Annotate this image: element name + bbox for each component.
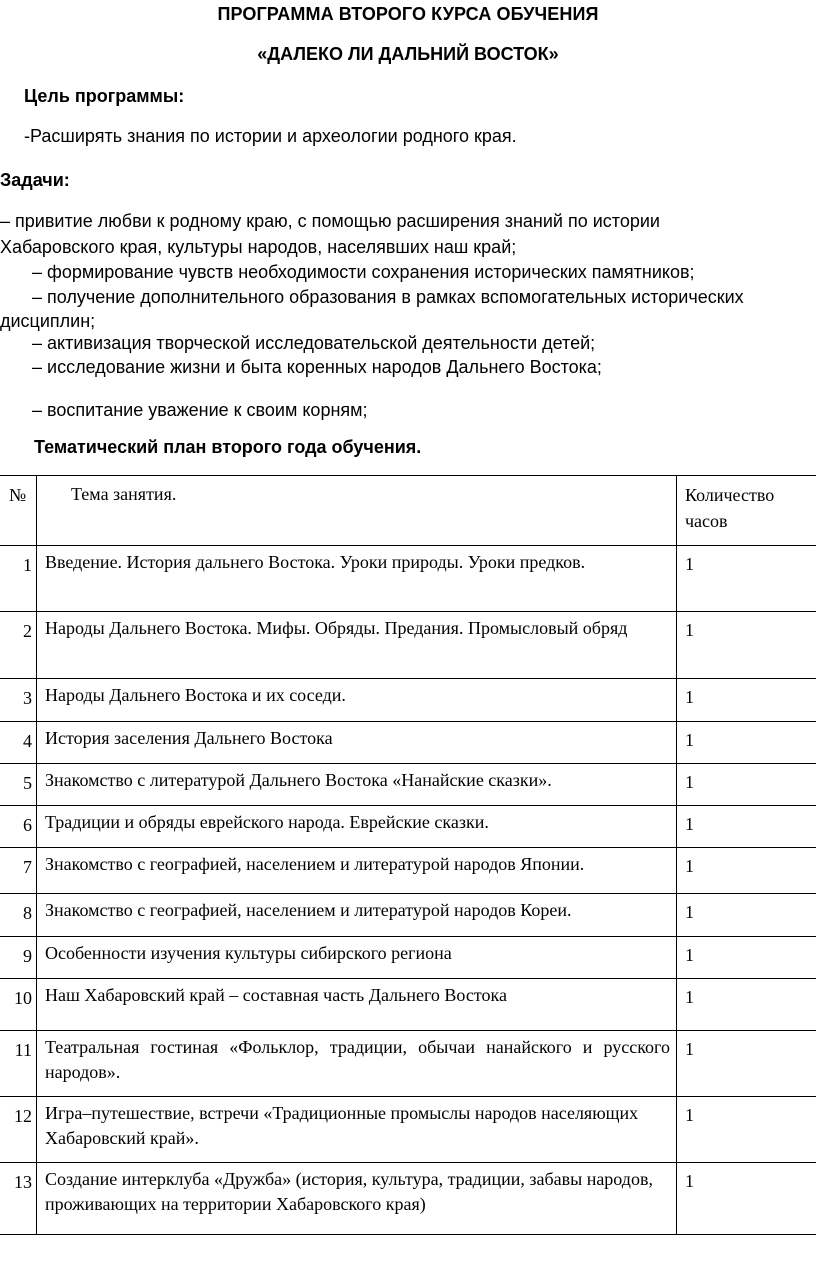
- tasks-heading: Задачи:: [0, 170, 70, 190]
- row-hours-cell: [677, 764, 816, 806]
- row-number: 9: [23, 946, 32, 966]
- column-header-num-label: №: [9, 485, 27, 505]
- table-row: [0, 764, 816, 806]
- row-topic-cell: [37, 979, 677, 1031]
- row-hours-cell: [677, 806, 816, 848]
- row-number-cell: [0, 894, 37, 937]
- goal-heading: Цель программы:: [24, 86, 185, 106]
- row-topic-cell: [37, 546, 677, 612]
- row-number-cell: [0, 679, 37, 722]
- row-number-cell: [0, 612, 37, 679]
- row-number-cell: [0, 764, 37, 806]
- row-topic-cell: [37, 1031, 677, 1097]
- table-row: [0, 806, 816, 848]
- row-hours-cell: [677, 722, 816, 764]
- row-hours-cell: [677, 679, 816, 722]
- row-topic-cell: [37, 679, 677, 722]
- row-number: 10: [14, 988, 32, 1008]
- task-line: – формирование чувств необходимости сохранения исторических памятников;: [32, 262, 695, 282]
- row-number: 6: [23, 815, 32, 835]
- row-number-cell: [0, 806, 37, 848]
- row-hours: 1: [685, 987, 694, 1007]
- row-topic: Традиции и обряды еврейского народа. Еврейские сказки.: [45, 812, 489, 832]
- document-title: ПРОГРАММА ВТОРОГО КУРСА ОБУЧЕНИЯ: [217, 4, 599, 24]
- task-line: – активизация творческой исследовательской деятельности детей;: [32, 333, 596, 353]
- task-line: Хабаровского края, культуры народов, населявших наш край;: [0, 237, 517, 257]
- row-number: 13: [14, 1172, 32, 1192]
- table-row: [0, 722, 816, 764]
- row-topic: Особенности изучения культуры сибирского региона: [45, 943, 452, 963]
- table-row: [0, 848, 816, 894]
- row-topic-cell: [37, 894, 677, 937]
- row-hours-cell: [677, 1031, 816, 1097]
- table-row: [0, 679, 816, 722]
- plan-heading: Тематический план второго года обучения.: [34, 437, 422, 457]
- row-topic: Создание интерклуба «Дружба» (история, культура, традиции, забавы народов, проживающих на территории Хабаровского края): [45, 1169, 653, 1214]
- row-topic-cell: [37, 1097, 677, 1163]
- row-number: 8: [23, 903, 32, 923]
- row-hours: 1: [685, 814, 694, 834]
- row-topic-cell: [37, 722, 677, 764]
- column-header-hours: [677, 476, 816, 546]
- row-topic-cell: [37, 937, 677, 979]
- row-hours-cell: [677, 894, 816, 937]
- thematic-plan-table: [0, 475, 816, 1235]
- row-hours: 1: [685, 620, 694, 640]
- table-row: [0, 1097, 816, 1163]
- row-topic: Наш Хабаровский край – составная часть Дальнего Востока: [45, 985, 507, 1005]
- table-header-row: [0, 476, 816, 546]
- row-number-cell: [0, 1097, 37, 1163]
- row-hours: 1: [685, 554, 694, 574]
- row-hours: 1: [685, 902, 694, 922]
- row-number: 5: [23, 773, 32, 793]
- row-number-cell: [0, 848, 37, 894]
- row-hours: 1: [685, 945, 694, 965]
- row-number-cell: [0, 1031, 37, 1097]
- task-line: – получение дополнительного образования в рамках вспомогательных исторических: [32, 287, 744, 307]
- row-topic: Знакомство с географией, населением и литературой народов Японии.: [45, 854, 585, 874]
- row-number-cell: [0, 979, 37, 1031]
- table-row: [0, 546, 816, 612]
- row-hours: 1: [685, 1105, 694, 1125]
- table-row: [0, 979, 816, 1031]
- row-number: 3: [23, 688, 32, 708]
- task-line: – исследование жизни и быта коренных народов Дальнего Востока;: [32, 357, 602, 377]
- column-header-topic-label: Тема занятия.: [71, 484, 177, 504]
- row-hours: 1: [685, 772, 694, 792]
- row-topic: Народы Дальнего Востока и их соседи.: [45, 685, 346, 705]
- row-topic: Знакомство с географией, населением и литературой народов Кореи.: [45, 900, 572, 920]
- table-row: [0, 1031, 816, 1097]
- table-row: [0, 612, 816, 679]
- column-header-topic: [37, 476, 677, 546]
- row-number-cell: [0, 1163, 37, 1235]
- table-row: [0, 894, 816, 937]
- goal-text: -Расширять знания по истории и археологии родного края.: [24, 126, 517, 146]
- row-topic-cell: [37, 806, 677, 848]
- row-topic: Знакомство с литературой Дальнего Востока «Нанайские сказки».: [45, 770, 552, 790]
- task-line: дисциплин;: [0, 311, 96, 331]
- document-subtitle: «ДАЛЕКО ЛИ ДАЛЬНИЙ ВОСТОК»: [257, 44, 559, 64]
- row-hours-cell: [677, 612, 816, 679]
- row-topic: Народы Дальнего Востока. Мифы. Обряды. Предания. Промысловый обряд: [45, 618, 628, 638]
- row-number-cell: [0, 722, 37, 764]
- row-hours-cell: [677, 1163, 816, 1235]
- task-line: – воспитание уважение к своим корням;: [32, 400, 368, 420]
- row-topic-cell: [37, 848, 677, 894]
- row-number: 1: [23, 555, 32, 575]
- row-number-cell: [0, 546, 37, 612]
- row-hours: 1: [685, 730, 694, 750]
- row-number: 2: [23, 621, 32, 641]
- row-number: 12: [14, 1106, 32, 1126]
- row-hours-cell: [677, 979, 816, 1031]
- column-header-hours-label: Количество часов: [685, 485, 775, 531]
- row-hours: 1: [685, 1171, 694, 1191]
- row-topic: Введение. История дальнего Востока. Уроки природы. Уроки предков.: [45, 552, 586, 572]
- task-line: – привитие любви к родному краю, с помощью расширения знаний по истории: [0, 211, 660, 231]
- row-hours-cell: [677, 937, 816, 979]
- row-topic-cell: [37, 1163, 677, 1235]
- row-hours: 1: [685, 856, 694, 876]
- row-number: 4: [23, 731, 32, 751]
- row-number: 11: [14, 1040, 32, 1060]
- row-topic: Игра–путешествие, встречи «Традиционные промыслы народов населяющих Хабаровский край».: [45, 1103, 639, 1148]
- row-number-cell: [0, 937, 37, 979]
- column-header-num: [0, 476, 37, 546]
- row-topic: История заселения Дальнего Востока: [45, 728, 333, 748]
- row-hours-cell: [677, 848, 816, 894]
- table-row: [0, 1163, 816, 1235]
- row-number: 7: [23, 857, 32, 877]
- row-topic-cell: [37, 764, 677, 806]
- row-hours-cell: [677, 546, 816, 612]
- row-hours: 1: [685, 687, 694, 707]
- table-row: [0, 937, 816, 979]
- row-topic: Театральная гостиная «Фольклор, традиции, обычаи нанайского и русского народов».: [45, 1037, 670, 1082]
- row-topic-cell: [37, 612, 677, 679]
- row-hours-cell: [677, 1097, 816, 1163]
- row-hours: 1: [685, 1039, 694, 1059]
